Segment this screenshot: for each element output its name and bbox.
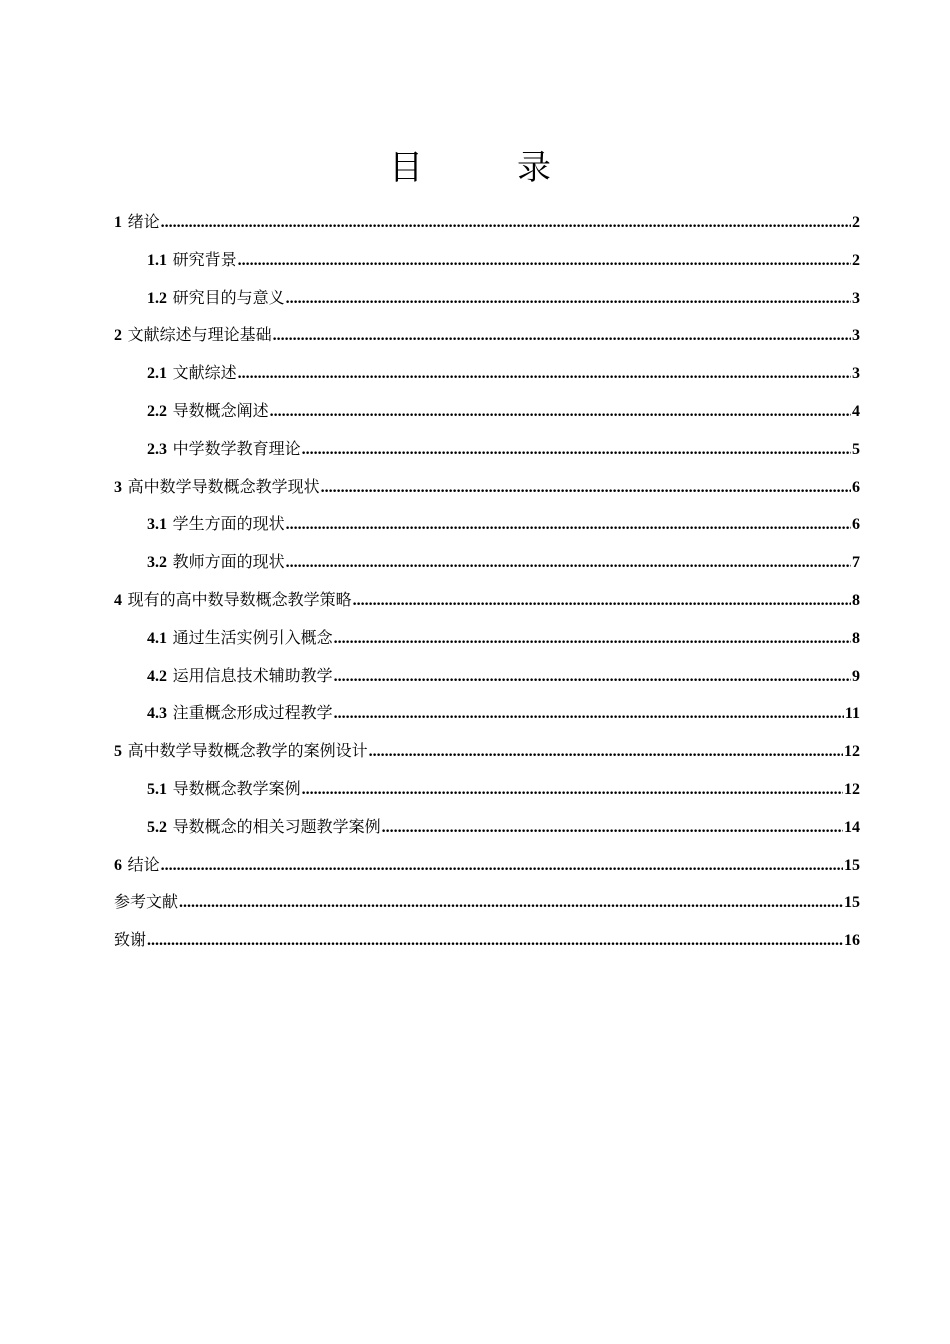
- toc-page-number: 6: [852, 516, 860, 534]
- toc-entry[interactable]: [114, 619, 860, 657]
- toc-entry[interactable]: [114, 468, 860, 506]
- toc-page-number: 16: [844, 932, 860, 950]
- toc-entry[interactable]: [114, 808, 860, 846]
- page-title: 目 录: [389, 148, 581, 188]
- toc-entry[interactable]: [114, 354, 860, 392]
- toc-entry-text: 现有的高中数导数概念教学策略: [127, 589, 352, 609]
- toc-entry-label: [147, 241, 237, 280]
- toc-entry-text: 文献综述: [172, 363, 237, 383]
- toc-entry-number: 3: [114, 478, 122, 496]
- toc-page-number: 2: [852, 214, 860, 231]
- toc-entry-label: [147, 543, 285, 582]
- toc-leader-dots: [353, 582, 851, 620]
- toc-entry-label: [114, 921, 146, 960]
- toc-page-number: 15: [844, 856, 860, 874]
- toc-entry-number: 3.1: [147, 516, 167, 534]
- toc-entry-text: 高中数学导数概念教学的案例设计: [127, 741, 368, 761]
- toc-entry-label: [147, 694, 333, 733]
- toc-entry-text: 注重概念形成过程教学: [172, 703, 333, 723]
- toc-entry-text: 研究目的与意义: [172, 287, 285, 307]
- toc-entry-label: [147, 808, 381, 847]
- toc-entry-number: 5.2: [147, 818, 167, 836]
- toc-leader-dots: [302, 771, 843, 809]
- toc-entry-label: [147, 279, 285, 318]
- toc-entry-label: [147, 770, 301, 809]
- toc-page-number: 15: [844, 894, 860, 912]
- toc-entry-number: 4: [114, 591, 122, 609]
- toc-leader-dots: [238, 242, 851, 280]
- toc-entry[interactable]: [114, 657, 860, 695]
- toc-leader-dots: [334, 658, 851, 696]
- toc-entry-text: 参考文献: [114, 892, 179, 912]
- toc-leader-dots: [273, 317, 851, 355]
- toc-page-number: 3: [852, 289, 860, 307]
- toc-entry-label: [147, 392, 269, 431]
- table-of-contents: [114, 203, 860, 959]
- toc-entry-text: 研究背景: [172, 249, 237, 269]
- toc-entry-number: 5.1: [147, 780, 167, 798]
- toc-entry[interactable]: [114, 203, 860, 241]
- toc-leader-dots: [286, 544, 851, 582]
- toc-entry-text: 高中数学导数概念教学现状: [127, 476, 320, 496]
- toc-leader-dots: [179, 884, 843, 922]
- toc-page-number: 12: [844, 780, 860, 798]
- toc-page-number: 14: [844, 818, 860, 836]
- toc-entry-number: 2.2: [147, 402, 167, 420]
- toc-entry[interactable]: [114, 505, 860, 543]
- toc-leader-dots: [286, 506, 851, 544]
- toc-leader-dots: [161, 204, 851, 242]
- toc-entry-number: 2.3: [147, 440, 167, 458]
- toc-entry[interactable]: [114, 921, 860, 959]
- toc-entry[interactable]: [114, 430, 860, 468]
- toc-page-number: 9: [852, 667, 860, 685]
- toc-entry[interactable]: [114, 543, 860, 581]
- toc-entry-number: 3.2: [147, 554, 167, 572]
- toc-entry[interactable]: [114, 846, 860, 884]
- toc-entry[interactable]: [114, 883, 860, 921]
- toc-entry-label: [147, 657, 333, 696]
- toc-entry-number: 1.2: [147, 289, 167, 307]
- toc-entry-number: 4.2: [147, 667, 167, 685]
- toc-entry-text: 导数概念阐述: [172, 400, 269, 420]
- toc-entry[interactable]: [114, 770, 860, 808]
- toc-entry-number: 6: [114, 856, 122, 874]
- toc-page-number: 11: [844, 705, 860, 723]
- toc-leader-dots: [286, 280, 851, 318]
- toc-leader-dots: [321, 469, 851, 507]
- toc-entry-number: 2: [114, 327, 122, 345]
- toc-leader-dots: [161, 847, 843, 885]
- toc-entry-text: 通过生活实例引入概念: [172, 627, 333, 647]
- toc-leader-dots: [147, 922, 843, 960]
- toc-page-number: 2: [852, 251, 860, 269]
- toc-page-number: 12: [844, 743, 860, 761]
- toc-leader-dots: [369, 733, 843, 771]
- toc-entry-number: 4.1: [147, 629, 167, 647]
- toc-entry[interactable]: [114, 732, 860, 770]
- toc-entry-number: 4.3: [147, 705, 167, 723]
- toc-entry-text: 运用信息技术辅助教学: [172, 665, 333, 685]
- toc-entry-label: [147, 505, 285, 544]
- toc-entry-text: 导数概念的相关习题教学案例: [172, 816, 381, 836]
- toc-page-number: 8: [852, 629, 860, 647]
- toc-entry-text: 致谢: [114, 930, 147, 950]
- toc-page-number: 3: [852, 365, 860, 383]
- toc-entry-number: 1.1: [147, 251, 167, 269]
- toc-entry-number: 1: [114, 214, 122, 231]
- toc-entry-label: [147, 354, 237, 393]
- toc-leader-dots: [270, 393, 851, 431]
- toc-entry-number: 2.1: [147, 365, 167, 383]
- toc-entry-text: 导数概念教学案例: [172, 778, 301, 798]
- toc-entry-text: 教师方面的现状: [172, 552, 285, 572]
- toc-entry[interactable]: [114, 694, 860, 732]
- toc-entry[interactable]: [114, 581, 860, 619]
- toc-entry[interactable]: [114, 316, 860, 354]
- toc-entry-label: [114, 203, 160, 242]
- toc-entry-label: [147, 619, 333, 658]
- toc-entry-label: [114, 883, 178, 922]
- toc-leader-dots: [334, 695, 844, 733]
- toc-leader-dots: [238, 355, 851, 393]
- toc-leader-dots: [382, 809, 843, 847]
- toc-entry[interactable]: [114, 279, 860, 317]
- toc-entry-label: [114, 732, 368, 771]
- toc-page-number: 3: [852, 327, 860, 345]
- toc-entry-text: 结论: [127, 854, 160, 874]
- toc-page-number: 6: [852, 478, 860, 496]
- toc-leader-dots: [302, 431, 851, 469]
- toc-entry-label: [114, 846, 160, 885]
- toc-entry-label: [147, 430, 301, 469]
- toc-page-number: 5: [852, 440, 860, 458]
- toc-page-number: 8: [852, 591, 860, 609]
- toc-page-number: 4: [852, 402, 860, 420]
- toc-entry-text: 学生方面的现状: [172, 514, 285, 534]
- toc-entry-label: [114, 581, 352, 620]
- toc-page-number: 7: [852, 554, 860, 572]
- toc-entry-text: 中学数学教育理论: [172, 438, 301, 458]
- toc-entry[interactable]: [114, 241, 860, 279]
- toc-entry[interactable]: [114, 392, 860, 430]
- toc-entry-label: [114, 316, 272, 355]
- toc-entry-text: 绪论: [127, 212, 160, 231]
- toc-leader-dots: [334, 620, 851, 658]
- toc-entry-label: [114, 468, 320, 507]
- toc-entry-text: 文献综述与理论基础: [127, 325, 272, 345]
- toc-entry-number: 5: [114, 743, 122, 761]
